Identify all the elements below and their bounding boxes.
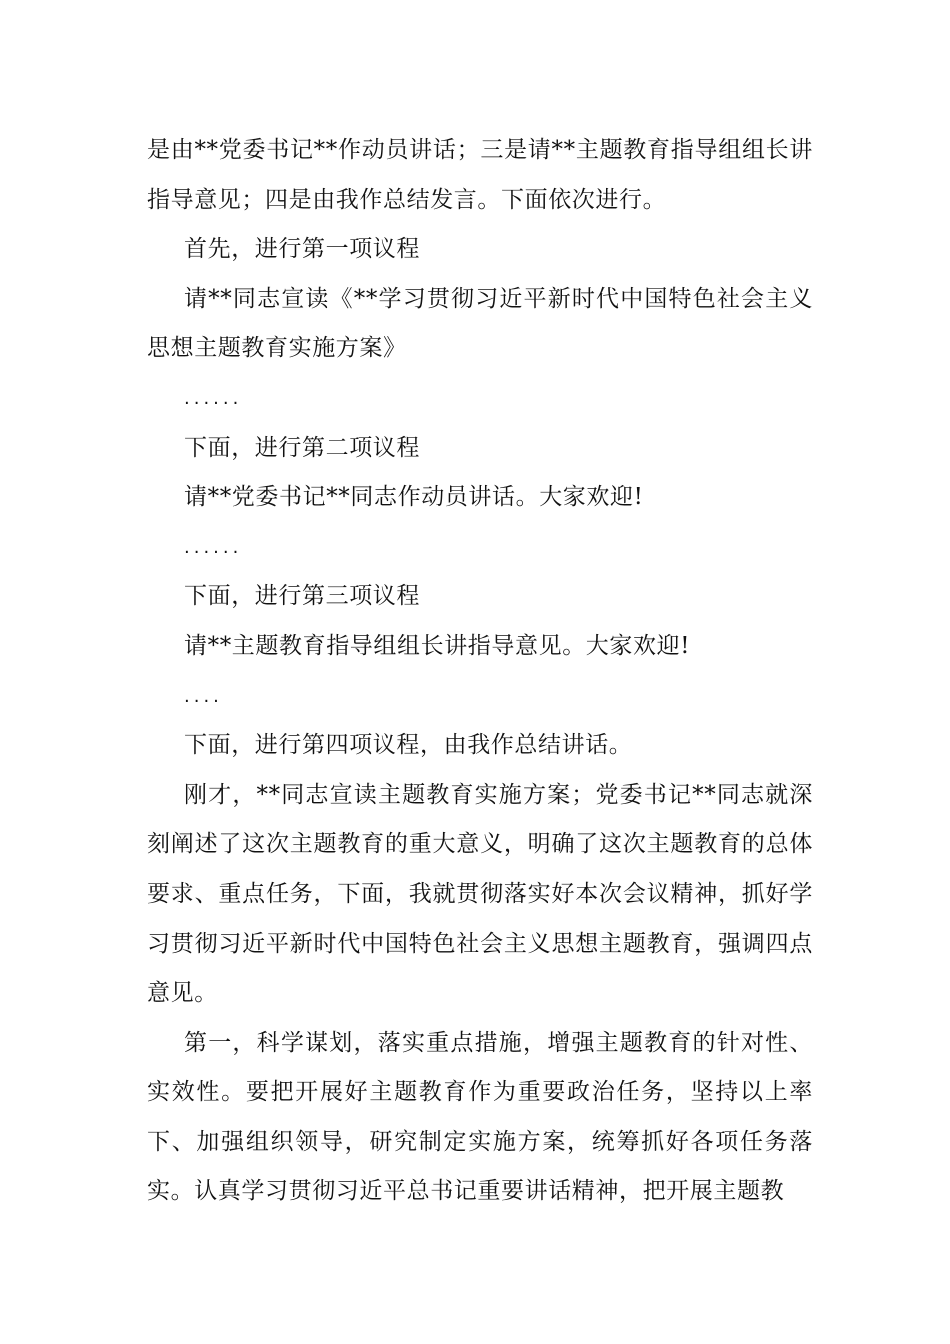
paragraph: 下面，进行第四项议程，由我作总结讲话。 bbox=[184, 732, 633, 759]
paragraph: 首先，进行第一项议程 bbox=[184, 236, 420, 263]
ellipsis-line: .... bbox=[184, 685, 223, 707]
paragraph: 是由**党委书记**作动员讲话；三是请**主题教育指导组组长讲指导意见；四是由我作总结发言。下面依次进行。 bbox=[147, 137, 813, 213]
paragraph: 下面，进行第二项议程 bbox=[184, 434, 420, 461]
paragraph: 请**同志宣读《**学习贯彻习近平新时代中国特色社会主义思想主题教育实施方案》 bbox=[147, 285, 813, 362]
ellipsis-line: ...... bbox=[184, 387, 243, 409]
ellipsis-line: ...... bbox=[184, 536, 243, 558]
paragraph: 刚才，**同志宣读主题教育实施方案；党委书记**同志就深刻阐述了这次主题教育的重大意义，明确了这次主题教育的总体要求、重点任务，下面，我就贯彻落实好本次会议精神，抓好学习贯彻习近平新时代中国特色社会主义思想主题教育，强调四点意见。 bbox=[147, 781, 813, 1007]
paragraph: 第一，科学谋划，落实重点措施，增强主题教育的针对性、实效性。要把开展好主题教育作为重要政治任务，坚持以上率下、加强组织领导，研究制定实施方案，统筹抓好各项任务落实。认真学习贯彻习近平总书记重要讲话精神，把开展主题教 bbox=[147, 1029, 813, 1205]
document-body bbox=[147, 126, 813, 1217]
paragraph: 请**党委书记**同志作动员讲话。大家欢迎! bbox=[184, 484, 644, 511]
paragraph: 下面，进行第三项议程 bbox=[184, 583, 420, 610]
paragraph: 请**主题教育指导组组长讲指导意见。大家欢迎! bbox=[184, 632, 691, 659]
